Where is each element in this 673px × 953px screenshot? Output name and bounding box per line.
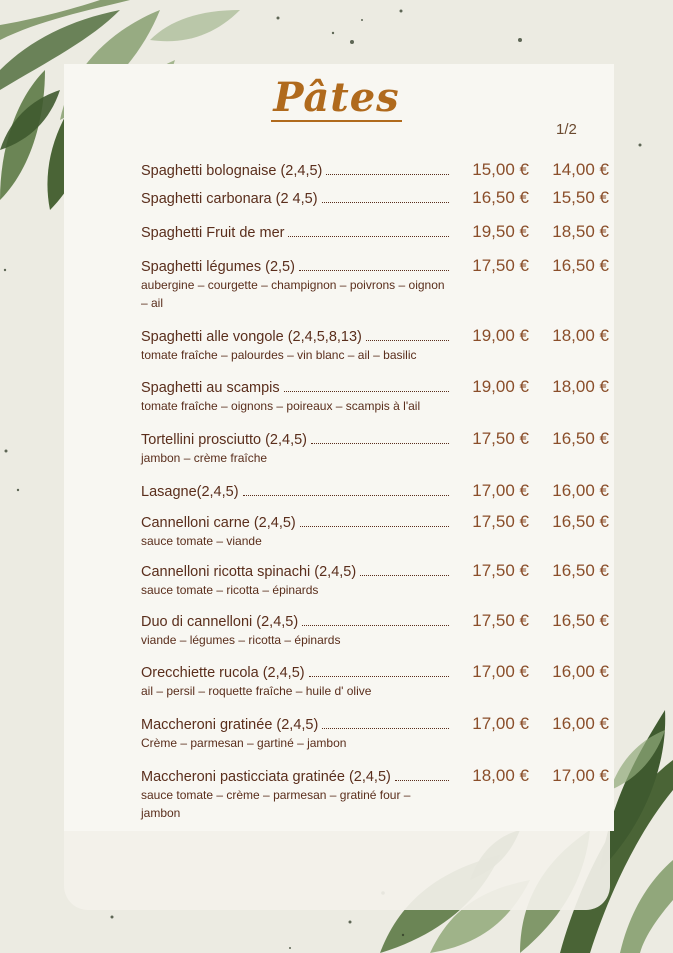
- menu-item-half-price: 18,50 €: [552, 222, 609, 241]
- menu-item-price: 19,00 €: [472, 377, 529, 396]
- menu-item: [141, 481, 611, 501]
- dot-leader: [288, 235, 449, 237]
- menu-item: [141, 611, 611, 649]
- menu-item-description: jambon – crème fraîche: [141, 451, 268, 465]
- menu-item-description: viande – légumes – ricotta – épinards: [141, 633, 341, 647]
- menu-item-half-price: 16,00 €: [552, 481, 609, 500]
- menu-item-half-price: 16,50 €: [552, 512, 609, 531]
- menu-item-half-price: 16,00 €: [552, 662, 609, 681]
- menu-item-label: Spaghetti bolognaise (2,4,5): [141, 163, 323, 179]
- menu-item-description: tomate fraîche – oignons – poireaux – scampis à l'ail: [141, 399, 421, 413]
- menu-item-name: [141, 665, 449, 681]
- menu-item-name: [141, 769, 449, 785]
- dot-leader: [309, 675, 449, 677]
- menu-item-name: [141, 329, 449, 345]
- menu-item: [141, 714, 611, 752]
- menu-item: [141, 429, 611, 467]
- menu-item-price: 16,50 €: [472, 188, 529, 207]
- menu-item-price: 17,50 €: [472, 512, 529, 531]
- menu-item-name: [141, 225, 449, 241]
- dot-leader: [299, 269, 449, 271]
- menu-item-half-price: 16,50 €: [552, 429, 609, 448]
- menu-item-price: 17,00 €: [472, 714, 529, 733]
- menu-item-name: [141, 259, 449, 275]
- menu-item-half-price: 16,50 €: [552, 611, 609, 630]
- menu-item-description: sauce tomate – viande: [141, 534, 262, 548]
- menu-item-row: [141, 377, 611, 397]
- menu-item: [141, 188, 611, 208]
- menu-item-row: [141, 326, 611, 346]
- menu-item-row: [141, 429, 611, 449]
- menu-item-name: [141, 564, 449, 580]
- menu-item-label: Spaghetti légumes (2,5): [141, 259, 295, 275]
- menu-item-label: Maccheroni pasticciata gratinée (2,4,5): [141, 769, 391, 785]
- menu-item-row: [141, 611, 611, 631]
- menu-item-half-price: 16,50 €: [552, 561, 609, 580]
- dot-leader: [243, 494, 449, 496]
- menu-item-name: [141, 191, 449, 207]
- menu-item-label: Cannelloni ricotta spinachi (2,4,5): [141, 564, 357, 580]
- menu-item-row: [141, 766, 611, 786]
- menu-item-description: Crème – parmesan – gartiné – jambon: [141, 736, 347, 750]
- menu-item-label: Spaghetti carbonara (2 4,5): [141, 191, 318, 207]
- menu-item-row: [141, 222, 611, 242]
- menu-item: [141, 160, 611, 180]
- menu-item-name: [141, 432, 449, 448]
- menu-item-half-price: 17,00 €: [552, 766, 609, 785]
- menu-item-row: [141, 714, 611, 734]
- menu-item-description: aubergine – courgette – champignon – poivrons – oignon – ail: [141, 278, 445, 310]
- dot-leader: [322, 201, 449, 203]
- menu-item-label: Duo di cannelloni (2,4,5): [141, 614, 299, 630]
- menu-item-price: 17,50 €: [472, 611, 529, 630]
- menu-item-half-price: 14,00 €: [552, 160, 609, 179]
- dot-leader: [284, 390, 449, 392]
- menu-item-price: 17,00 €: [472, 481, 529, 500]
- dot-leader: [366, 339, 449, 341]
- menu-item-description: tomate fraîche – palourdes – vin blanc – ail – basilic: [141, 348, 417, 362]
- menu-item-name: [141, 380, 449, 396]
- menu-item-price: 15,00 €: [472, 160, 529, 179]
- menu-item-price: 17,50 €: [472, 429, 529, 448]
- menu-item-row: [141, 256, 611, 276]
- menu-item-price: 19,00 €: [472, 326, 529, 345]
- menu-item-price: 17,50 €: [472, 561, 529, 580]
- menu-item-label: Maccheroni gratinée (2,4,5): [141, 717, 319, 733]
- menu-item-label: Tortellini prosciutto (2,4,5): [141, 432, 308, 448]
- menu-item-half-price: 18,00 €: [552, 326, 609, 345]
- menu-item-label: Lasagne(2,4,5): [141, 484, 239, 500]
- menu-item-description: ail – persil – roquette fraîche – huile d' olive: [141, 684, 372, 698]
- menu-item-half-price: 16,50 €: [552, 256, 609, 275]
- menu-item-description: sauce tomate – crème – parmesan – gratiné four – jambon: [141, 788, 411, 820]
- dot-leader: [311, 442, 449, 444]
- dot-leader: [302, 624, 449, 626]
- dot-leader: [322, 727, 449, 729]
- menu-item-name: [141, 515, 449, 531]
- dot-leader: [395, 779, 449, 781]
- menu-item-row: [141, 662, 611, 682]
- menu-item: [141, 766, 611, 822]
- dot-leader: [326, 173, 449, 175]
- half-portion-header: 1/2: [556, 121, 577, 138]
- menu-item-row: [141, 160, 611, 180]
- menu-item-name: [141, 717, 449, 733]
- menu-item: [141, 377, 611, 415]
- menu-item-label: Spaghetti alle vongole (2,4,5,8,13): [141, 329, 362, 345]
- menu-item: [141, 561, 611, 599]
- menu-item-label: Spaghetti Fruit de mer: [141, 225, 285, 241]
- menu-item-price: 17,00 €: [472, 662, 529, 681]
- menu-item-name: [141, 484, 449, 500]
- menu-item-price: 19,50 €: [472, 222, 529, 241]
- menu-item-price: 17,50 €: [472, 256, 529, 275]
- menu-item: [141, 662, 611, 700]
- menu-item-row: [141, 512, 611, 532]
- menu-item-half-price: 15,50 €: [552, 188, 609, 207]
- menu-item-row: [141, 561, 611, 581]
- menu-item-description: sauce tomate – ricotta – épinards: [141, 583, 319, 597]
- menu-item: [141, 256, 611, 312]
- menu-item-row: [141, 481, 611, 501]
- dot-leader: [300, 525, 449, 527]
- page-title: Pâtes: [273, 74, 400, 121]
- menu-item-half-price: 18,00 €: [552, 377, 609, 396]
- menu-item-name: [141, 614, 449, 630]
- menu-item-name: [141, 163, 449, 179]
- menu-item-row: [141, 188, 611, 208]
- menu-item: [141, 512, 611, 550]
- menu-item-price: 18,00 €: [472, 766, 529, 785]
- menu-item-half-price: 16,00 €: [552, 714, 609, 733]
- menu-item-label: Cannelloni carne (2,4,5): [141, 515, 296, 531]
- dot-leader: [360, 574, 449, 576]
- menu-item: [141, 326, 611, 364]
- menu-item-label: Spaghetti au scampis: [141, 380, 280, 396]
- menu-item: [141, 222, 611, 242]
- menu-item-label: Orecchiette rucola (2,4,5): [141, 665, 305, 681]
